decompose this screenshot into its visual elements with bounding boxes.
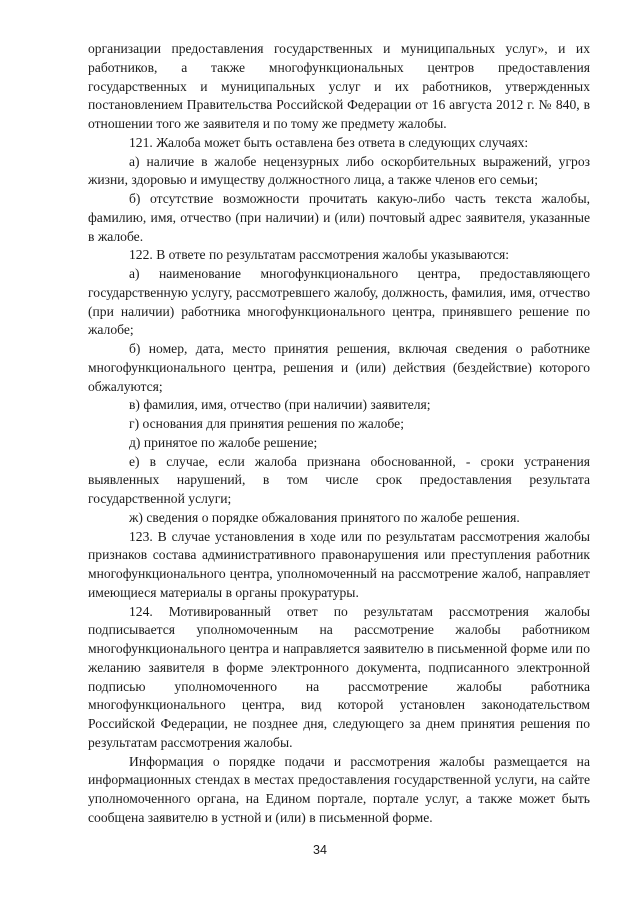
page-number: 34 <box>313 843 327 857</box>
paragraph-121-b: б) отсутствие возможности прочитать какую-либо часть текста жалобы, фамилию, имя, отчество (при наличии) и (или) почтовый адрес заявителя, указанные в жалобе. <box>88 191 590 244</box>
paragraph-124: 124. Мотивированный ответ по результатам рассмотрения жалобы подписывается уполномоченным на рассмотрение жалобы работником многофункционального центра и направляется заявителю в письменной форме или по желанию заявителя в форме электронного документа, подписанного электронной подписью уполномоченного на рассмотрение жалобы работника многофункционального центра, вид которой установлен законодательством Российской Федерации, не позднее дня, следующего за днем принятия решения по результатам рассмотрения жалобы. <box>88 603 590 750</box>
paragraph-122-a: а) наименование многофункционального центра, предоставляющего государственную услугу, рассмотревшего жалобу, должность, фамилия, имя, отчество (при наличии) работника многофункционального центра, принявшего решение по жалобе; <box>88 266 590 338</box>
paragraph-122-v: в) фамилия, имя, отчество (при наличии) заявителя; <box>129 397 431 413</box>
paragraph-121-a: а) наличие в жалобе нецензурных либо оскорбительных выражений, угроз жизни, здоровью и имуществу должностного лица, а также членов его семьи; <box>88 153 590 188</box>
paragraph-122-e: е) в случае, если жалоба признана обоснованной, - сроки устранения выявленных нарушений, в том числе срок предоставления результата государственной услуги; <box>88 453 590 506</box>
paragraph-122-d: д) принятое по жалобе решение; <box>129 434 318 450</box>
document-body <box>88 40 590 828</box>
paragraph-123: 123. В случае установления в ходе или по результатам рассмотрения жалобы признаков состава административного правонарушения или преступления работник многофункционального центра, уполномоченный на рассмотрение жалоб, направляет имеющиеся материалы в органы прокуратуры. <box>88 528 590 600</box>
paragraph-122-g: г) основания для принятия решения по жалобе; <box>129 416 404 431</box>
paragraph-continuation: организации предоставления государственных и муниципальных услуг», и их работников, а также многофункциональных центров предоставления государственных и муниципальных услуг и их работников, утвержденных постановлением Правительства Российской Федерации от 16 августа 2012 г. № 840, в отношении того же заявителя и по тому же предмету жалобы. <box>88 41 590 131</box>
paragraph-information: Информация о порядке подачи и рассмотрения жалобы размещается на информационных стендах в местах предоставления государственной услуги, на сайте уполномоченного органа, на Едином портале, портале услуг, а также может быть сообщена заявителю в устной и (или) в письменной форме. <box>88 753 590 825</box>
paragraph-122: 122. В ответе по результатам рассмотрения жалобы указываются: <box>129 247 510 263</box>
paragraph-122-b: б) номер, дата, место принятия решения, включая сведения о работнике многофункционального центра, решения и (или) действия (бездействие) которого обжалуются; <box>88 341 590 394</box>
paragraph-121: 121. Жалоба может быть оставлена без ответа в следующих случаях: <box>129 134 529 150</box>
paragraph-122-zh: ж) сведения о порядке обжалования принятого по жалобе решения. <box>129 509 520 525</box>
